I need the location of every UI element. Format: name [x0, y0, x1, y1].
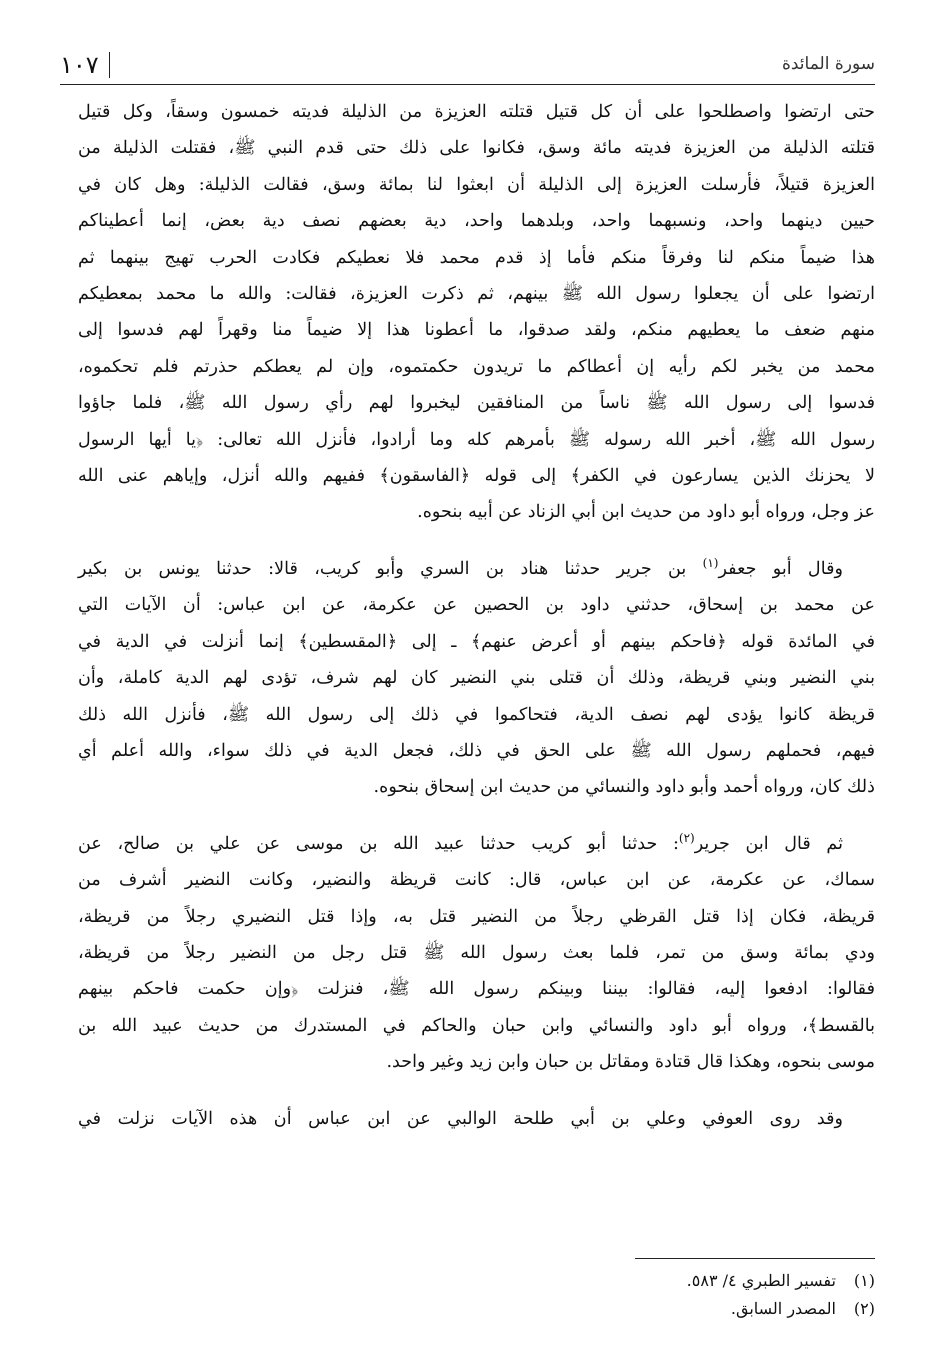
text-line: بني النضير وبني قريظة، وذلك أن قتلى بني النضير كان لهم شرف، تؤدى لهم الدية كاملة، وأن [78, 668, 875, 689]
paragraph-4 [78, 1101, 875, 1137]
text-line: ودي بمائة وسق من تمر، فلما بعث رسول الله ﷺ قتل رجل من النضير رجلاً من قريظة، [78, 942, 875, 963]
text-line: قريظة كانوا يؤدى لهم نصف الدية، فتحاكموا في ذلك إلى رسول الله ﷺ، فأنزل الله ذلك [78, 704, 875, 725]
footnote-number: (٢) [853, 1299, 875, 1318]
footnote-divider [635, 1258, 875, 1259]
footnote-ref: (٢) [678, 830, 695, 845]
text-segment: ثم قال ابن جرير [694, 833, 843, 854]
text-line: منهم ضعف ما يعطيهم منكم، ولقد صدقوا، ما أعطونا هذا إلا ضيماً منا وقهراً لهم فدسوا إلى [78, 320, 875, 341]
footnote-text: تفسير الطبري ٤/ ٥٨٣. [686, 1271, 836, 1290]
text-line: وقد روى العوفي وعلي بن أبي طلحة الوالبي عن ابن عباس أن هذه الآيات نزلت في [78, 1108, 843, 1129]
text-segment: بن جرير حدثنا هناد بن السري وأبو كريب، قالا: حدثنا يونس بن بكير [78, 558, 687, 579]
text-line [78, 551, 875, 587]
paragraph-1 [78, 94, 875, 531]
text-line: حتى ارتضوا واصطلحوا على أن كل قتيل قتلته العزيزة من الذليلة فديته خمسون وسقاً، وكل قتيل [78, 102, 875, 122]
text-line: سماك، عن عكرمة، عن ابن عباس، قال: كانت قريظة والنضير، وكانت النضير أشرف من [78, 870, 875, 891]
text-segment: : حدثنا أبو كريب حدثنا عبيد الله بن موسى عن علي بن صالح، عن [78, 833, 679, 854]
text-line: رسول الله ﷺ، أخبر الله رسوله ﷺ بأمرهم كله وما أرادوا، فأنزل الله تعالى: ﴿يا أيها الرسول [78, 429, 875, 450]
paragraph-3 [78, 826, 875, 1081]
footnote-ref: (١) [702, 556, 719, 571]
text-line: العزيزة قتيلاً، فأرسلت العزيزة إلى الذليلة أن ابعثوا لنا بمائة وسق، فقالت الذليلة: وهل كان في [78, 174, 875, 195]
surah-title: سورة المائدة [781, 54, 875, 74]
text-line: محمد من يخبر لكم رأيه إن أعطاكم ما تريدون حكمتموه، وإن لم يعطكم حذرتم فلم تحكموه، [78, 356, 875, 377]
text-line: هذا ضيماً منكم لنا وفرقاً منكم فأما إذ قدم محمد فلا نعطيكم فكادت الحرب تهيج بينهما ثم [78, 247, 875, 268]
page-number: ١٠٧ [60, 52, 110, 78]
text-line: حيين دينهما واحد، ونسبهما واحد، وبلدهما واحد، دية بعضهم نصف دية بعض، إنما أعطيناكم [78, 211, 875, 232]
footnote-number: (١) [853, 1271, 875, 1290]
footnote-1 [575, 1267, 875, 1295]
text-line [78, 826, 875, 862]
text-segment: وقال أبو جعفر [718, 558, 843, 579]
text-line: في المائدة قوله ﴿فاحكم بينهم أو أعرض عنهم﴾ ـ إلى ﴿المقسطين﴾ إنما أنزلت في الدية في [78, 631, 875, 652]
text-line: فيهم، فحملهم رسول الله ﷺ على الحق في ذلك، فجعل الدية في ذلك سواء، والله أعلم أي [78, 740, 875, 761]
body-text [78, 94, 875, 1137]
running-header [60, 48, 875, 85]
text-line: عز وجل، ورواه أبو داود من حديث ابن أبي الزناد عن أبيه بنحوه. [417, 502, 875, 523]
text-line: قتلته الذليلة من العزيزة فديته مائة وسق، فكانوا على ذلك حتى قدم النبي ﷺ، فقتلت الذليلة من [78, 138, 875, 159]
paragraph-2 [78, 551, 875, 806]
text-line: عن محمد بن إسحاق، حدثني داود بن الحصين عن عكرمة، عن ابن عباس: أن الآيات التي [78, 595, 875, 616]
text-line: قريظة، فكان إذا قتل القرظي رجلاً من النضير قتل به، وإذا قتل النضيري رجلاً من قريظة، [78, 906, 875, 927]
text-line: بالقسط﴾، ورواه أبو داود والنسائي وابن حبان والحاكم في المستدرك من حديث عبيد الله بن [78, 1015, 875, 1036]
footnote-2 [575, 1295, 875, 1323]
text-line: ارتضوا على أن يجعلوا رسول الله ﷺ بينهم، ثم ذكرت العزيزة، فقالت: والله ما محمد بمعطيكم [78, 284, 875, 305]
text-line: فقالوا: ادفعوا إليه، فقالوا: بيننا وبينكم رسول الله ﷺ، فنزلت ﴿وإن حكمت فاحكم بينهم [78, 979, 875, 1000]
text-line: موسى بنحوه، وهكذا قال قتادة ومقاتل بن حبان وابن زيد وغير واحد. [386, 1052, 875, 1073]
footnote-text: المصدر السابق. [730, 1299, 836, 1318]
text-line: فدسوا إلى رسول الله ﷺ ناساً من المنافقين ليخبروا لهم رأي رسول الله ﷺ، فلما جاؤوا [78, 393, 875, 414]
text-line: ذلك كان، ورواه أحمد وأبو داود والنسائي من حديث ابن إسحاق بنحوه. [373, 777, 875, 798]
footnotes [575, 1258, 875, 1323]
text-line: لا يحزنك الذين يسارعون في الكفر﴾ إلى قوله ﴿الفاسقون﴾ ففيهم والله أنزل، وإياهم عنى الله [78, 466, 875, 487]
